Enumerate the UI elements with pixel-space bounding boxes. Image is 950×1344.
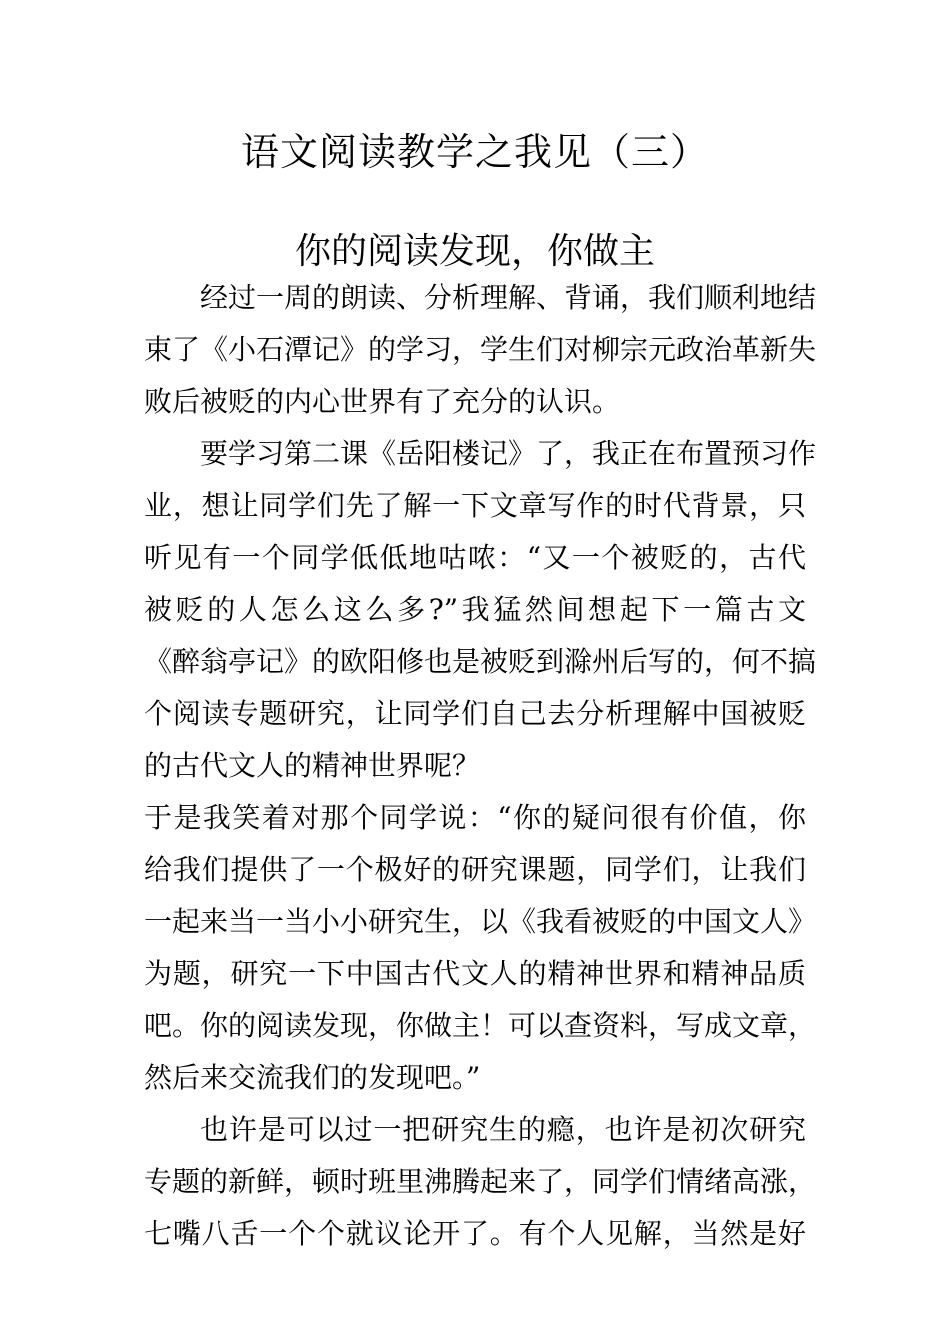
text-line: 经过一周的朗读、分析理解、背诵，我们顺利地结 [200, 281, 817, 314]
text-line: 给我们提供了一个极好的研究课题，同学们，让我们 [144, 853, 806, 886]
text-line: 一起来当一当小小研究生，以《我看被贬的中国文人》 [144, 905, 817, 938]
text-line: 吧。你的阅读发现，你做主！可以查资料，写成文章， [144, 1009, 817, 1042]
text-line: 听见有一个同学低低地咕哝：“又一个被贬的，古代 [144, 541, 806, 574]
text-line: 专题的新鲜，顿时班里沸腾起来了，同学们情绪高涨， [144, 1165, 817, 1198]
paragraph-2 [144, 428, 817, 792]
text-line: 于是我笑着对那个同学说：“你的疑问很有价值，你 [144, 801, 806, 834]
text-line: 《醉翁亭记》的欧阳修也是被贬到滁州后写的，何不搞 [144, 645, 817, 678]
text-line: 也许是可以过一把研究生的瘾，也许是初次研究 [200, 1113, 806, 1146]
text-line: 业，想让同学们先了解一下文章写作的时代背景，只 [144, 489, 806, 522]
document-body [144, 272, 817, 1260]
text-line: 被贬的人怎么这么多?”我猛然间想起下一篇古文 [144, 593, 806, 626]
paragraph-3 [144, 792, 817, 1104]
document-title: 语文阅读教学之我见（三） [240, 130, 709, 174]
text-line: 要学习第二课《岳阳楼记》了，我正在布置预习作 [200, 437, 817, 470]
text-line: 的古代文人的精神世界呢？ [144, 749, 481, 782]
paragraph-4 [144, 1104, 817, 1260]
text-line: 然后来交流我们的发现吧。” [144, 1061, 481, 1094]
paragraph-1 [144, 272, 817, 428]
text-line: 败后被贬的内心世界有了充分的认识。 [144, 385, 621, 418]
text-line: 束了《小石潭记》的学习，学生们对柳宗元政治革新失 [144, 333, 817, 366]
text-line: 个阅读专题研究，让同学们自己去分析理解中国被贬 [144, 697, 806, 730]
document-subtitle: 你的阅读发现，你做主 [294, 231, 655, 272]
text-line: 七嘴八舌一个个就议论开了。有个人见解，当然是好 [144, 1217, 806, 1250]
text-line: 为题，研究一下中国古代文人的精神世界和精神品质 [144, 957, 806, 990]
